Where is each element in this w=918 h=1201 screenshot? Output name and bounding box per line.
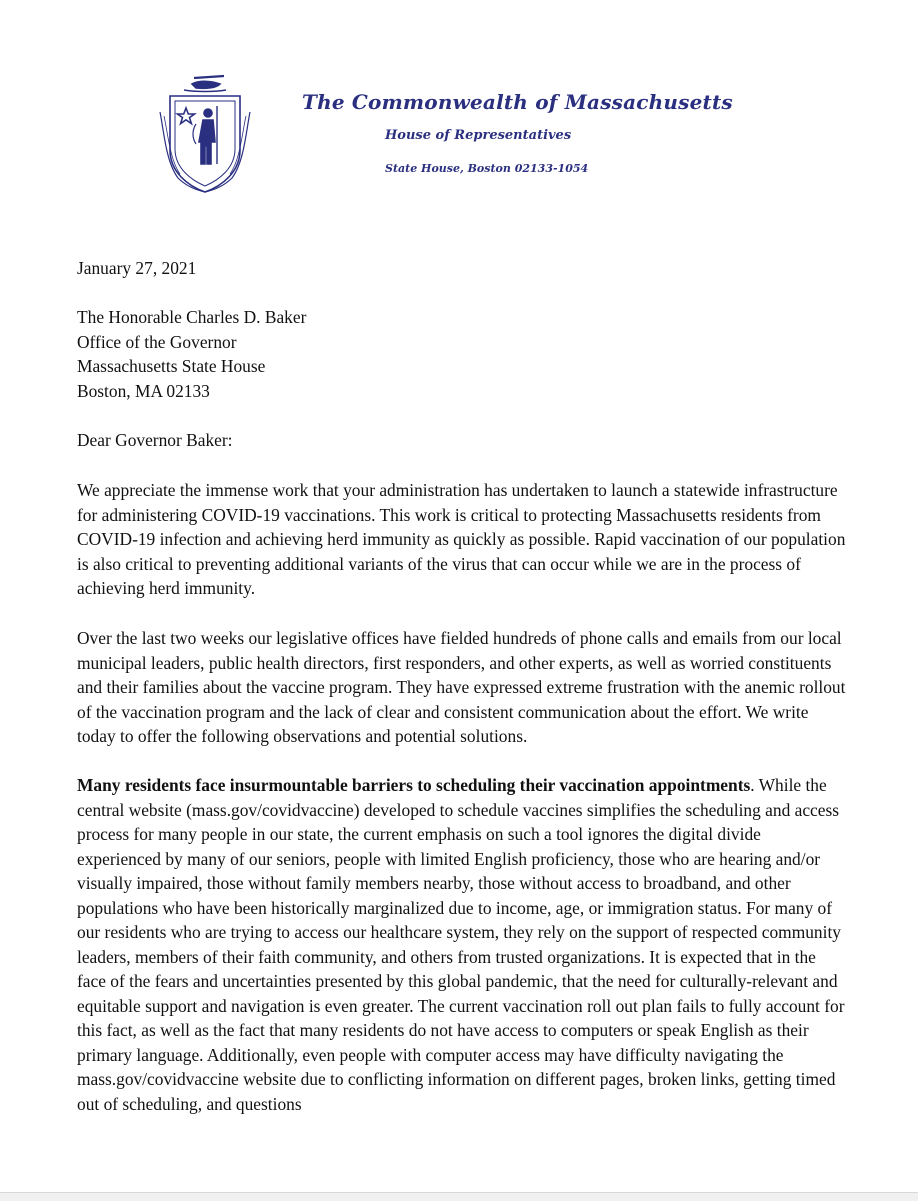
recipient-line: Massachusetts State House [77,356,266,376]
recipient-line: The Honorable Charles D. Baker [77,307,307,327]
letterhead-address: State House, Boston 02133-1054 [385,162,589,175]
paragraph-1: We appreciate the immense work that your administration has undertaken to launch a statewide infrastructure for administering COVID-19 vaccinations. This work is critical to protecting Massachusetts residents from COVID-19 infection and achieving herd immunity as quickly as possible. Rapid vaccination of our population is also critical to preventing additional variants of the virus that can occur while we are in the process of achieving herd immunity. [77,480,846,598]
massachusetts-seal-icon [156,72,254,198]
recipient-line: Office of the Governor [77,331,237,352]
letter-date: January 27, 2021 [77,258,197,278]
salutation: Dear Governor Baker: [77,430,233,450]
letterhead-title: The Commonwealth of Massachusetts [302,90,733,114]
recipient-line: Boston, MA 02133 [77,380,210,401]
paragraph-2: Over the last two weeks our legislative offices have fielded hundreds of phone calls and emails from our local municipal leaders, public health directors, first responders, and other experts, as well as worried constituents and their families about the vaccine program. They have expressed extreme frustration with the anemic rollout of the vaccination program and the lack of clear and consistent communication about the effort. We write today to offer the following observations and potential solutions. [77,628,846,746]
paragraph-3 [77,773,849,1116]
paragraph-3-body: . While the central website (mass.gov/covidvaccine) developed to schedule vaccines simplifies the scheduling and access process for many people in our state, the current emphasis on such a tool ignores the digital divide experienced by many of our seniors, people with limited English proficiency, those who are hearing and/or visually impaired, those without family members nearby, those without access to broadband, and other populations who have been historically marginalized due to income, age, or immigration status. For many of our residents who are trying to access our healthcare system, they rely on the support of respected community leaders, members of their faith community, and others from trusted organizations. It is expected that in the face of the fears and uncertainties presented by this global pandemic, that the need for culturally-relevant and equitable support and navigation is even greater. The current vaccination roll out plan fails to fully account for this fact, as well as the fact that many residents do not have access to computers or speak English as their primary language. Additionally, even people with computer access may have difficulty navigating the mass.gov/covidvaccine website due to conflicting information on different pages, broken links, getting timed out of scheduling, and questions [77,775,845,1114]
letterhead [150,72,733,202]
letterhead-subtitle: House of Representatives [385,128,572,143]
recipient-address [77,305,849,403]
paragraph-3-heading: Many residents face insurmountable barriers to scheduling their vaccination appointments [77,775,751,795]
